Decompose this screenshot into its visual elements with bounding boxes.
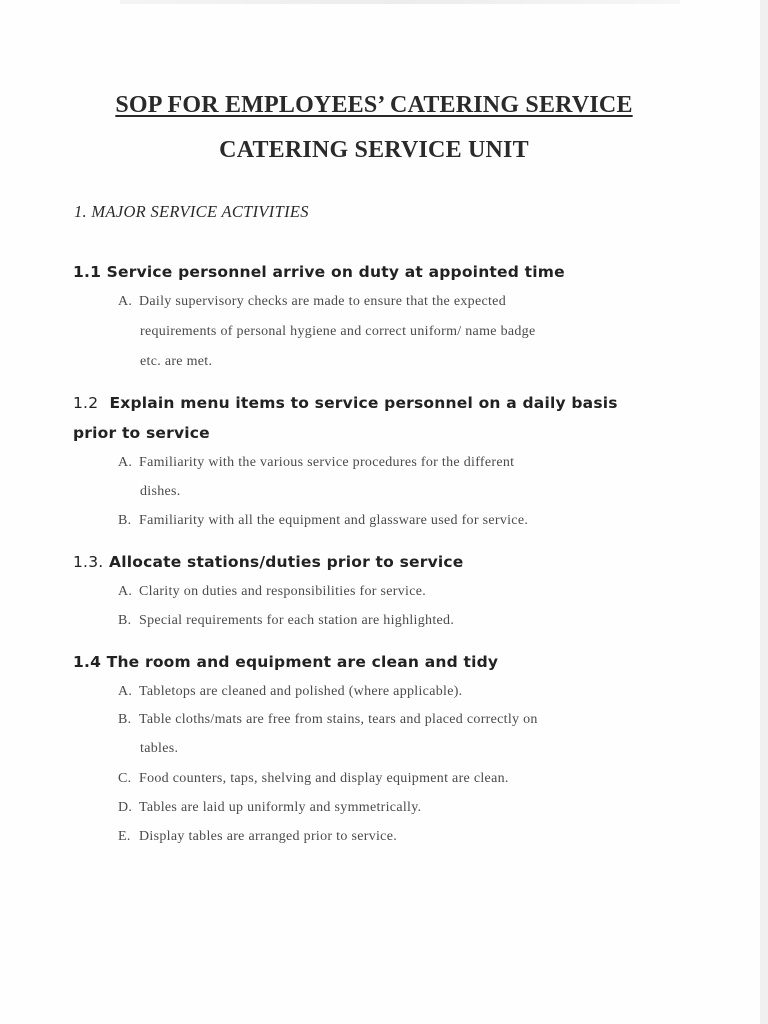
item-text-line: Familiarity with the various service procedures for the different xyxy=(139,455,515,470)
subsection-number: 1.4 xyxy=(73,653,102,671)
item-letter: E. xyxy=(118,829,131,844)
item-text-line: tables. xyxy=(140,741,179,756)
list-item xyxy=(118,513,528,529)
list-item xyxy=(118,613,454,629)
item-text-line: Display tables are arranged prior to service. xyxy=(139,829,398,844)
subsection-1-4-heading xyxy=(73,653,498,671)
document-subtitle: CATERING SERVICE UNIT xyxy=(219,137,529,163)
subsection-title: The room and equipment are clean and tidy xyxy=(106,653,499,671)
page-edge xyxy=(760,0,768,1024)
item-text-line: etc. are met. xyxy=(140,354,213,369)
item-letter: A. xyxy=(118,584,133,599)
subsection-1-1-heading xyxy=(73,263,565,281)
item-letter: A. xyxy=(118,294,133,309)
subsection-1-2-heading-cont: prior to service xyxy=(73,424,210,442)
list-item xyxy=(118,712,538,728)
item-letter: A. xyxy=(118,684,133,699)
item-letter: A. xyxy=(118,455,133,470)
subsection-title: Explain menu items to service personnel on a daily basis xyxy=(109,394,618,412)
section-heading: 1. MAJOR SERVICE ACTIVITIES xyxy=(74,202,309,221)
subsection-number: 1.1 xyxy=(73,263,102,281)
scan-bleed-artifact xyxy=(120,0,680,4)
subsection-title: Service personnel arrive on duty at appointed time xyxy=(106,263,565,281)
item-letter: C. xyxy=(118,771,132,786)
item-letter: B. xyxy=(118,712,132,727)
subsection-title: Allocate stations/duties prior to service xyxy=(109,553,464,571)
item-letter: B. xyxy=(118,613,132,628)
item-text-line: Familiarity with all the equipment and glassware used for service. xyxy=(139,513,529,528)
list-item xyxy=(118,455,514,471)
item-text-line: Clarity on duties and responsibilities for service. xyxy=(139,584,427,599)
item-text-line: dishes. xyxy=(140,484,181,499)
list-item xyxy=(118,800,421,816)
item-letter: D. xyxy=(118,800,133,815)
subsection-1-3-heading xyxy=(73,553,464,571)
item-text-line: requirements of personal hygiene and correct uniform/ name badge xyxy=(140,324,536,339)
item-text-line: Table cloths/mats are free from stains, tears and placed correctly on xyxy=(139,712,538,727)
subsection-number: 1.3. xyxy=(73,553,104,571)
subsection-1-2-heading xyxy=(73,394,618,412)
list-item xyxy=(118,584,426,600)
item-text-line: Special requirements for each station are highlighted. xyxy=(139,613,455,628)
list-item xyxy=(118,684,462,700)
item-text-line: Tabletops are cleaned and polished (where applicable). xyxy=(139,684,463,699)
item-text-line: Food counters, taps, shelving and display equipment are clean. xyxy=(139,771,509,786)
item-letter: B. xyxy=(118,513,132,528)
item-text-line: Tables are laid up uniformly and symmetrically. xyxy=(139,800,422,815)
subsection-number: 1.2 xyxy=(73,394,99,412)
list-item xyxy=(118,771,509,787)
item-text-line: Daily supervisory checks are made to ensure that the expected xyxy=(139,294,506,309)
list-item xyxy=(118,294,506,310)
document-title: SOP FOR EMPLOYEES’ CATERING SERVICE xyxy=(115,92,633,118)
list-item xyxy=(118,829,397,845)
